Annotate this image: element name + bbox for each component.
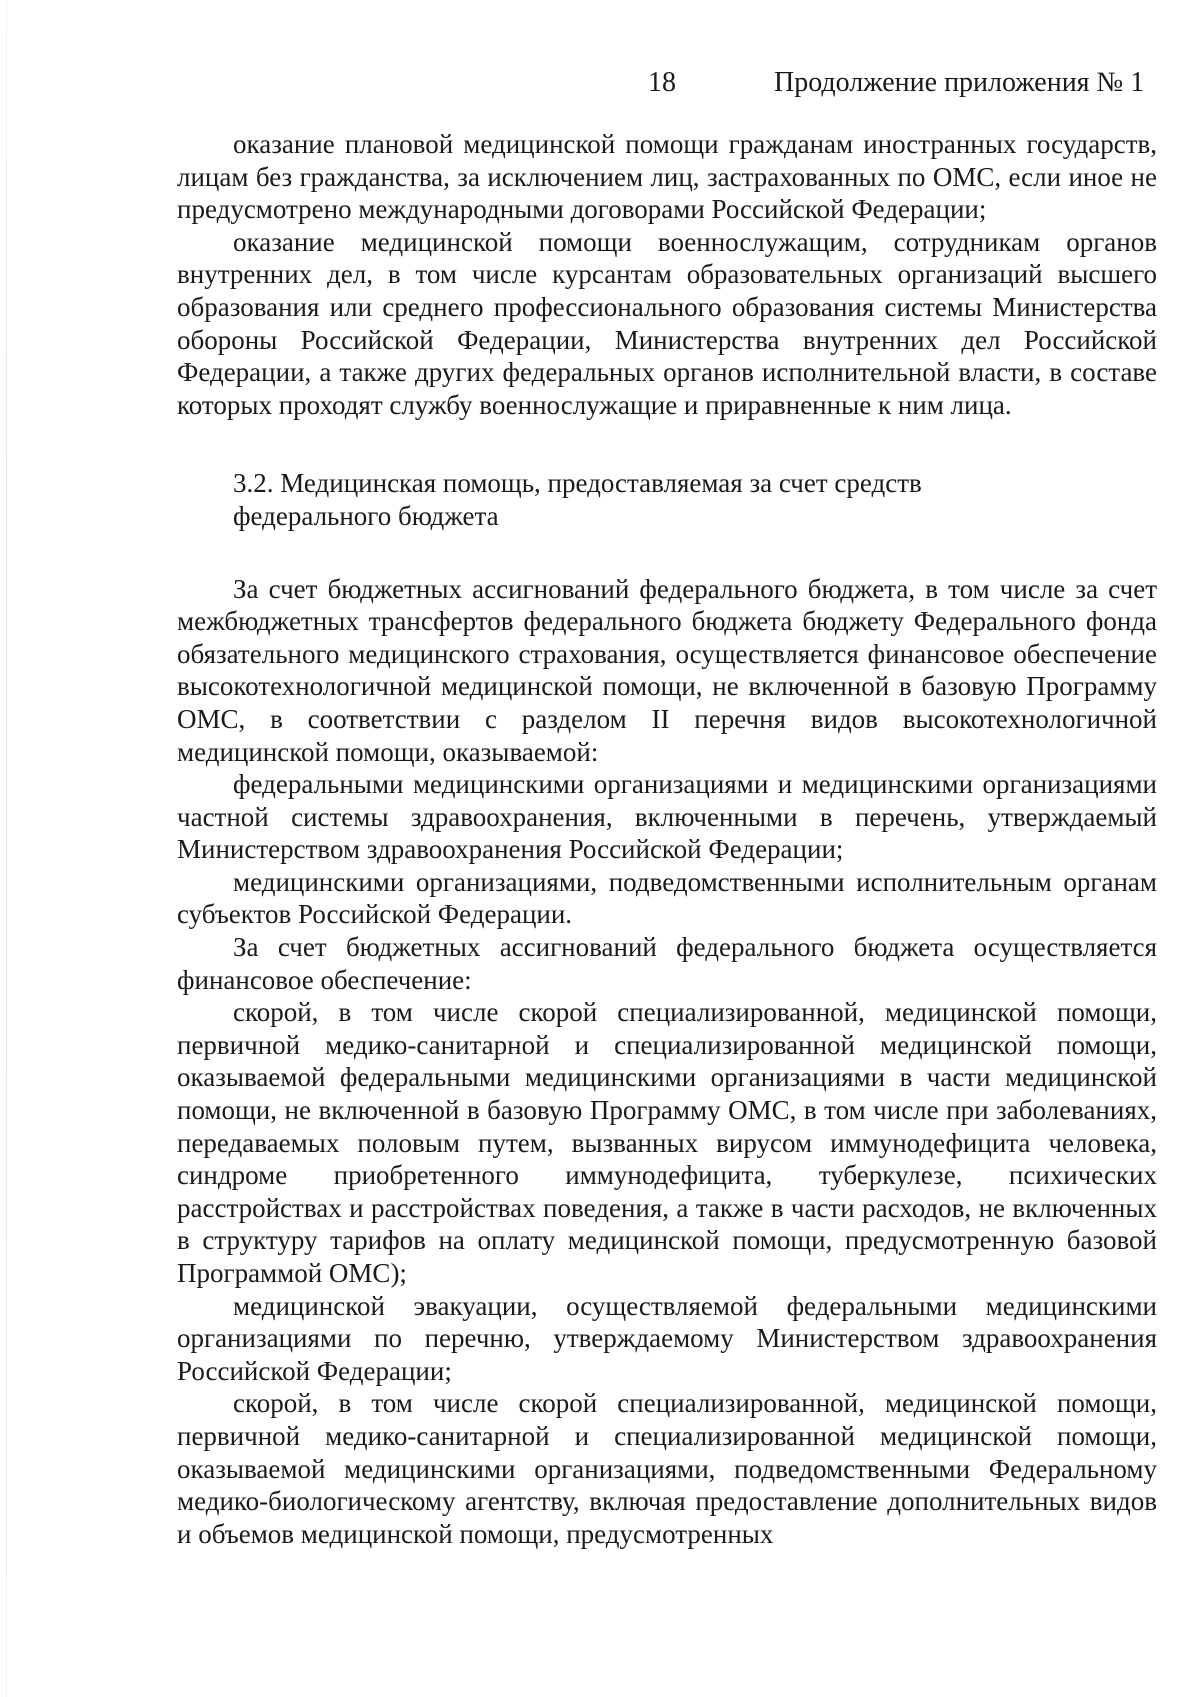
appendix-continuation-note: Продолжение приложения № 1 (774, 67, 1145, 98)
paragraph-federal-organizations: федеральными медицинскими организациями и медицинскими организациями частной системы здравоохранения, включенными в перечень, утверждаемый Министерством здравоохранения Российской Федерации; (177, 769, 1157, 865)
document-body (177, 128, 1157, 1550)
paragraph-military-personnel: оказание медицинской помощи военнослужащим, сотрудникам органов внутренних дел, в том числе курсантам образовательных организаций высшего образования или среднего профессионального образования системы Министерства обороны Российской Федерации, Министерства внутренних дел Российской Федерации, а также других федеральных органов исполнительной власти, в составе которых проходят службу военнослужащие и приравненные к ним лица. (177, 226, 1157, 420)
paragraph-fmba-care: скорой, в том числе скорой специализированной, медицинской помощи, первичной медико-санитарной и специализированной медицинской помощи, оказываемой медицинскими организациями, подведомственными Федеральному медико-биологическому агентству, включая предоставление дополнительных видов и объемов медицинской помощи, предусмотренных (177, 1388, 1157, 1549)
paragraph-medical-evacuation: медицинской эвакуации, осуществляемой федеральными медицинскими организациями по перечню, утверждаемому Министерством здравоохранения Российской Федерации; (177, 1290, 1157, 1386)
paragraph-financing-intro: За счет бюджетных ассигнований федерального бюджета осуществляется финансовое обеспечение: (177, 932, 1157, 995)
section-title-line-1: 3.2. Медицинская помощь, предоставляемая за счет средств (233, 468, 922, 499)
section-title-line-2: федерального бюджета (233, 500, 499, 531)
spacer (177, 533, 1157, 573)
paragraph-regional-organizations: медицинскими организациями, подведомственными исполнительным органам субъектов Российской Федерации. (177, 866, 1157, 930)
paragraph-federal-budget-financing: За счет бюджетных ассигнований федерального бюджета, в том числе за счет межбюджетных трансфертов федерального бюджета бюджету Федерального фонда обязательного медицинского страхования, осуществляется финансовое обеспечение высокотехнологичной медицинской помощи, не включенной в базовую Программу ОМС, в соответствии с разделом II перечня видов высокотехнологичной медицинской помощи, оказываемой: (177, 573, 1157, 767)
page-number: 18 (648, 67, 676, 98)
paragraph-emergency-care: скорой, в том числе скорой специализированной, медицинской помощи, первичной медико-санитарной и специализированной медицинской помощи, оказываемой федеральными медицинскими организациями в части медицинской помощи, не включенной в базовую Программу ОМС, в том числе при заболеваниях, передаваемых половым путем, вызванных вирусом иммунодефицита человека, синдроме приобретенного иммунодефицита, туберкулезе, психических расстройствах и расстройствах поведения, а также в части расходов, не включенных в структуру тарифов на оплату медицинской помощи, предусмотренную базовой Программой ОМС); (177, 997, 1157, 1288)
paragraph-foreign-citizens: оказание плановой медицинской помощи гражданам иностранных государств, лицам без гражданства, за исключением лиц, застрахованных по ОМС, если иное не предусмотрено международными договорами Российской Федерации; (177, 129, 1157, 225)
scan-edge (6, 0, 7, 1697)
spacer (177, 421, 1157, 467)
